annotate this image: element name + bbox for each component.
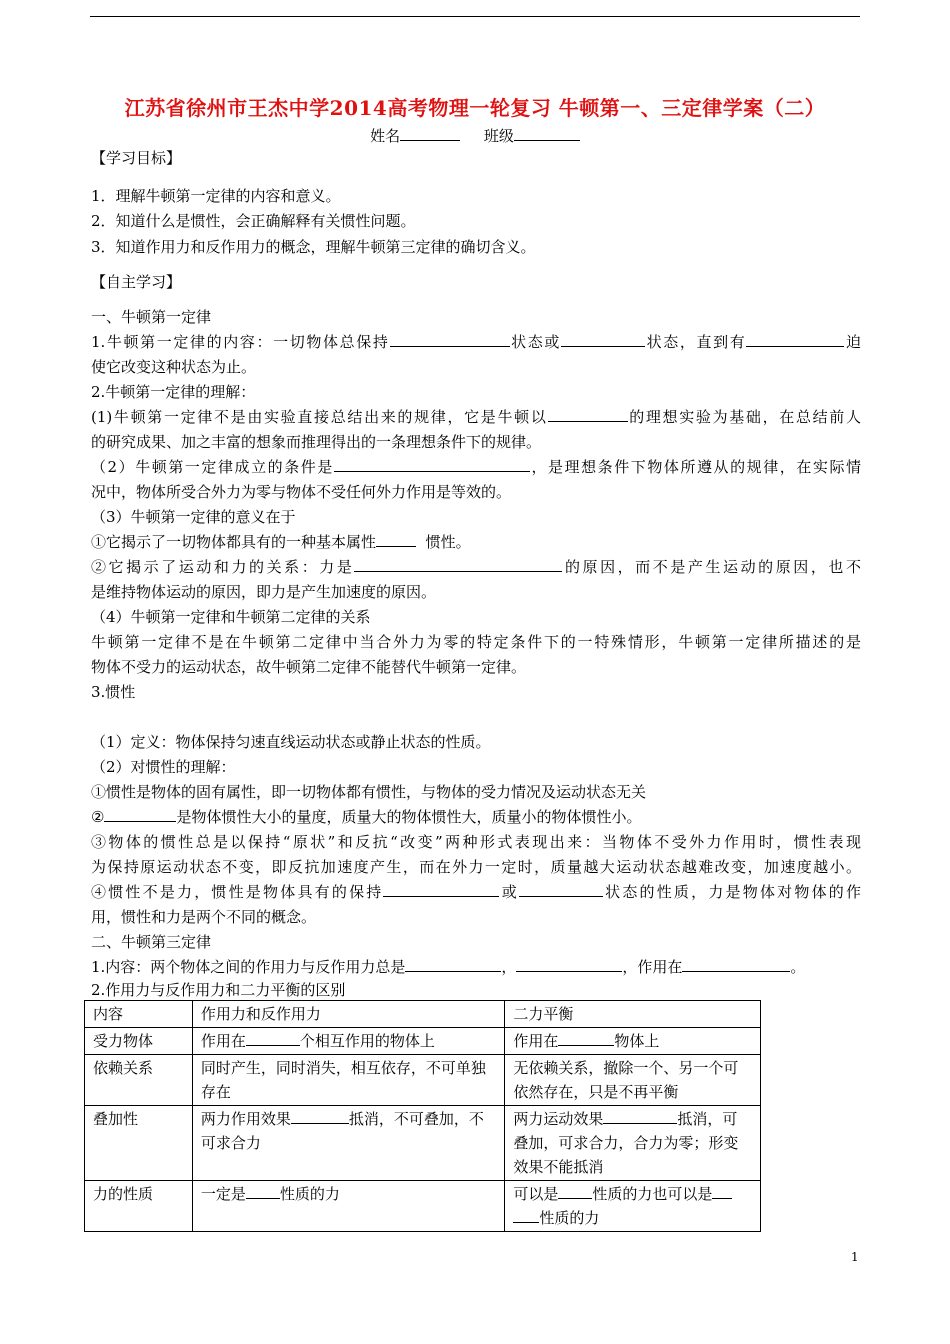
text: 抵消，不可叠加，不可求合力: [200, 1110, 484, 1152]
text: 作用在: [200, 1032, 246, 1050]
section-1-title: 一、牛顿第一定律: [91, 308, 212, 326]
inertia-point-1: ①惯性是物体的固有属性，即一切物体都有惯性，与物体的受力情况及运动状态无关: [91, 783, 647, 801]
text: 抵消，可叠加，可求合力，合力为零；形变效果不能抵消: [513, 1110, 739, 1176]
answer-blank[interactable]: [390, 332, 510, 347]
table-row: [85, 1028, 761, 1055]
text: 作用在: [513, 1032, 559, 1050]
point-2-line: [91, 456, 861, 478]
law1-content-line: [91, 331, 861, 353]
row-label: 依赖关系: [85, 1055, 193, 1106]
text: 状态，直到有: [644, 333, 747, 351]
table-header-row: [85, 1001, 761, 1028]
table-row: [85, 1055, 761, 1106]
document-title: 江苏省徐州市王杰中学2014高考物理一轮复习 牛顿第一、三定律学案（二）: [124, 96, 826, 120]
answer-blank[interactable]: [558, 1031, 614, 1046]
answer-blank[interactable]: [104, 807, 176, 822]
answer-blank[interactable]: [376, 532, 416, 547]
page-number: 1: [851, 1250, 859, 1264]
point-4-text: [91, 631, 861, 653]
answer-blank[interactable]: [548, 407, 628, 422]
answer-blank[interactable]: [483, 882, 499, 897]
law3-table-caption: 2.作用力与反作用力和二力平衡的区别: [91, 981, 346, 999]
class-blank[interactable]: [514, 126, 580, 141]
answer-blank[interactable]: [383, 882, 483, 897]
text: ①它揭示了一切物体都具有的一种基本属性: [91, 533, 377, 551]
objective-item: 1．理解牛顿第一定律的内容和意义。: [91, 187, 341, 205]
text: 性质的力: [539, 1209, 600, 1227]
text: 1.牛顿第一定律的内容：一切物体总保持: [91, 333, 390, 351]
text: ②它揭示了运动和力的关系：力是: [91, 558, 355, 576]
text: ②: [91, 808, 105, 826]
table-row: [85, 1181, 761, 1232]
answer-blank[interactable]: [712, 1184, 732, 1199]
text: 性质的力也可以是: [592, 1185, 713, 1203]
answer-blank[interactable]: [558, 1184, 592, 1199]
text: 两力作用效果: [200, 1110, 291, 1128]
header-rule: [90, 16, 860, 17]
objective-item: 2．知道什么是惯性，会正确解释有关惯性问题。: [91, 212, 416, 230]
class-label: 班级: [483, 127, 514, 145]
answer-blank[interactable]: [561, 332, 645, 347]
answer-blank[interactable]: [603, 1109, 677, 1124]
inertia-point-3: [91, 831, 861, 853]
text: 惯性。: [425, 533, 471, 551]
answer-blank[interactable]: [746, 332, 844, 347]
text: ，: [501, 958, 517, 976]
answer-blank[interactable]: [291, 1109, 349, 1124]
inertia-definition: （1）定义：物体保持匀速直线运动状态或静止状态的性质。: [91, 733, 491, 751]
law3-content-line: [91, 956, 861, 978]
text: 可以是: [513, 1185, 559, 1203]
point-3-title: （3）牛顿第一定律的意义在于: [91, 508, 296, 526]
answer-blank[interactable]: [513, 1208, 539, 1223]
text: ④惯性不是力，惯性是物体具有的保持: [91, 883, 384, 901]
table-header: 内容: [85, 1001, 193, 1028]
text: ③物体的惯性总是以保持“原状”和反抗“改变”两种形式表现出来：当物体不受外力作用时，惯性表现: [91, 833, 861, 851]
point-4-title: （4）牛顿第一定律和牛顿第二定律的关系: [91, 608, 371, 626]
text: 1.内容：两个物体之间的作用力与反作用力总是: [91, 958, 406, 976]
inertia-point-4-cont: 用，惯性和力是两个不同的概念。: [91, 908, 317, 926]
text: 。: [790, 958, 806, 976]
text: 牛顿第一定律不是在牛顿第二定律中当合外力为零的特定条件下的一特殊情形，牛顿第一定律所描述的是: [91, 633, 861, 651]
inertia-point-4: [91, 881, 861, 903]
law1-understanding-title: 2.牛顿第一定律的理解：: [91, 383, 256, 401]
text: 状态或: [509, 333, 561, 351]
law1-content-cont: 使它改变这种状态为止。: [91, 358, 257, 376]
text: (1)牛顿第一定律不是由实验直接总结出来的规律，它是牛顿以: [91, 408, 548, 426]
point-1-line: [91, 406, 861, 428]
text: 迫: [844, 333, 861, 351]
table-cell: [505, 1028, 761, 1055]
name-blank[interactable]: [400, 126, 460, 141]
table-cell: [192, 1028, 505, 1055]
text: （2）牛顿第一定律成立的条件是: [91, 458, 334, 476]
text: 物体上: [614, 1032, 660, 1050]
answer-blank[interactable]: [246, 1031, 300, 1046]
point-3-1: [91, 531, 861, 553]
point-1-cont: 的研究成果、加之丰富的想象而推理得出的一条理想条件下的规律。: [91, 433, 542, 451]
text: ，作用在: [622, 958, 683, 976]
row-label: 受力物体: [85, 1028, 193, 1055]
text: 是物体惯性大小的量度，质量大的物体惯性大，质量小的物体惯性小。: [176, 808, 642, 826]
point-4-text-cont: 物体不受力的运动状态，故牛顿第二定律不能替代牛顿第一定律。: [91, 658, 527, 676]
inertia-understanding: （2）对惯性的理解：: [91, 758, 236, 776]
table-cell: [192, 1181, 505, 1232]
text: 为保持原运动状态不变，即反抗加速度产生，而在外力一定时，质量越大运动状态越难改变，加速度越小。: [91, 858, 861, 876]
text: 个相互作用的物体上: [299, 1032, 435, 1050]
answer-blank[interactable]: [516, 957, 622, 972]
point-3-2-cont: 是维持物体运动的原因，即力是产生加速度的原因。: [91, 583, 437, 601]
text: 状态的性质，力是物体对物体的作: [602, 883, 861, 901]
answer-blank[interactable]: [682, 957, 790, 972]
row-label: 力的性质: [85, 1181, 193, 1232]
table-row: [85, 1106, 761, 1181]
self-study-heading: 【自主学习】: [91, 273, 182, 291]
point-3-2: [91, 556, 861, 578]
text: 的理想实验为基础，在总结前人: [627, 408, 861, 426]
table-cell: [505, 1106, 761, 1181]
text: 或: [499, 883, 519, 901]
inertia-title: 3.惯性: [91, 683, 136, 701]
text: 两力运动效果: [513, 1110, 604, 1128]
answer-blank[interactable]: [246, 1184, 280, 1199]
name-label: 姓名: [370, 127, 401, 145]
point-2-cont: 况中，物体所受合外力为零与物体不受任何外力作用是等效的。: [91, 483, 512, 501]
inertia-point-2: [91, 806, 861, 828]
answer-blank[interactable]: [519, 882, 603, 897]
answer-blank[interactable]: [334, 457, 530, 472]
section-2-title: 二、牛顿第三定律: [91, 933, 212, 951]
table-header: 作用力和反作用力: [192, 1001, 505, 1028]
table-cell: 无依赖关系，撤除一个、另一个可依然存在，只是不再平衡: [505, 1055, 761, 1106]
table-cell: [505, 1181, 761, 1232]
table-header: 二力平衡: [505, 1001, 761, 1028]
text: 性质的力: [279, 1185, 340, 1203]
text: 的原因，而不是产生运动的原因，也不: [562, 558, 861, 576]
comparison-table: [84, 1000, 761, 1232]
answer-blank[interactable]: [354, 557, 562, 572]
table-cell: 同时产生，同时消失，相互依存，不可单独存在: [192, 1055, 505, 1106]
inertia-point-3-cont: [91, 856, 861, 878]
text: 一定是: [200, 1185, 246, 1203]
objective-item: 3．知道作用力和反作用力的概念，理解牛顿第三定律的确切含义。: [91, 238, 536, 256]
objectives-heading: 【学习目标】: [91, 149, 182, 167]
answer-blank[interactable]: [405, 957, 501, 972]
row-label: 叠加性: [85, 1106, 193, 1181]
name-class-line: [0, 125, 950, 146]
table-cell: [192, 1106, 505, 1181]
text: ，是理想条件下物体所遵从的规律，在实际情: [529, 458, 862, 476]
